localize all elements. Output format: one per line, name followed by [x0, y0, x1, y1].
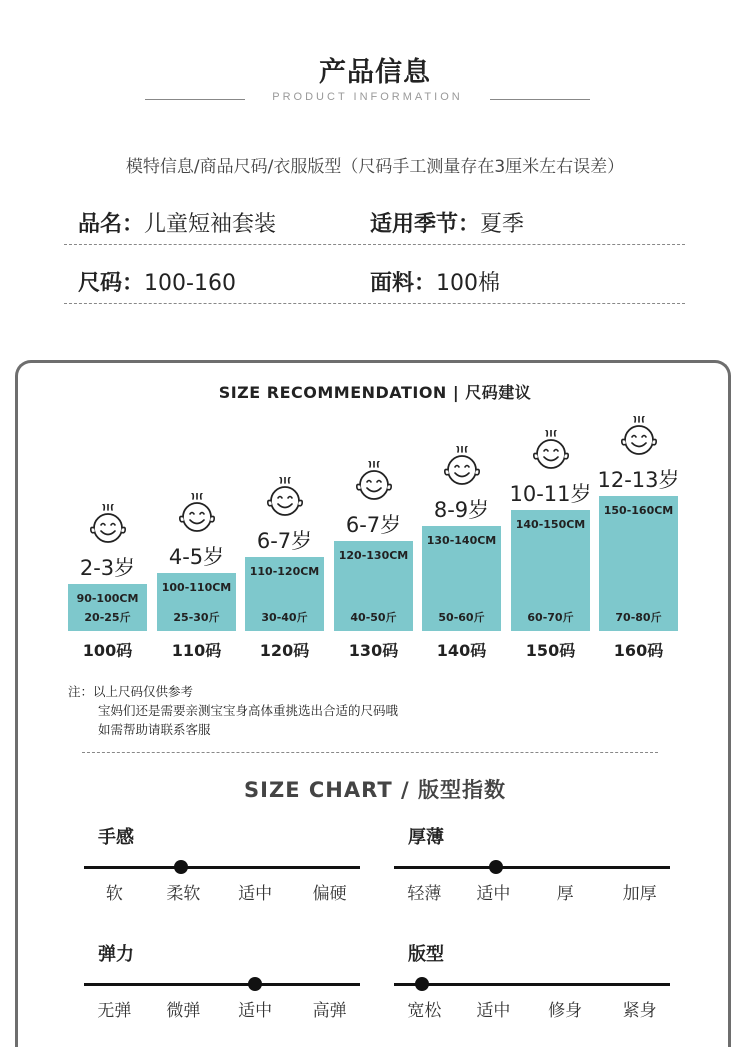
size-bar-weight-range: 25-30斤 — [173, 611, 220, 624]
size-note — [68, 682, 398, 739]
size-chart-title: SIZE CHART / 版型指数 — [244, 778, 506, 802]
slider-knob — [174, 860, 188, 874]
size-bar-height-range: 90-100CM — [76, 592, 139, 605]
divider — [82, 752, 658, 753]
size-label: 140码 — [436, 641, 487, 660]
slider-track — [394, 983, 670, 986]
kid-face-icon — [88, 504, 128, 550]
size-bar-height-range: 110-120CM — [249, 565, 320, 578]
page-title: 产品信息 — [319, 57, 431, 88]
size-label: 100码 — [82, 641, 133, 660]
size-bar — [68, 584, 147, 631]
slider-option: 紧身 — [622, 1001, 657, 1021]
slider-name: 版型 — [408, 944, 444, 965]
size-bar-weight-range: 20-25斤 — [84, 611, 131, 624]
note-line-3: 如需帮助请联系客服 — [98, 722, 211, 737]
info-fabric — [370, 266, 500, 297]
age-label: 2-3岁 — [79, 556, 136, 580]
size-bar — [422, 526, 501, 631]
page-subtitle — [145, 91, 590, 103]
size-bar-weight-range: 60-70斤 — [527, 611, 574, 624]
subtitle-block — [145, 91, 590, 107]
slider-knob — [489, 860, 503, 874]
size-label: 130码 — [348, 641, 399, 660]
slider-option: 适中 — [238, 1001, 273, 1021]
slider-knob — [415, 977, 429, 991]
info-name-key: 品名： — [78, 212, 145, 237]
note-line-1: 注：以上尺码仅供参考 — [68, 684, 194, 699]
size-bar-height-range: 120-130CM — [338, 549, 409, 562]
size-bar — [157, 573, 236, 631]
size-bar-weight-range: 70-80斤 — [615, 611, 662, 624]
note-line-2: 宝妈们还是需要亲测宝宝身高体重挑选出合适的尺码哦 — [98, 703, 399, 718]
info-fabric-key: 面料： — [370, 271, 437, 296]
size-label: 120码 — [259, 641, 310, 660]
size-bar-weight-range: 50-60斤 — [438, 611, 485, 624]
slider-name: 厚薄 — [408, 827, 444, 848]
age-label: 8-9岁 — [433, 498, 490, 522]
age-label: 6-7岁 — [345, 513, 402, 537]
size-label: 160码 — [613, 641, 664, 660]
slider-option: 软 — [105, 884, 123, 904]
age-label: 4-5岁 — [168, 545, 225, 569]
kid-face-icon — [177, 493, 217, 539]
kid-face-icon — [442, 446, 482, 492]
slider-option: 修身 — [548, 1001, 583, 1021]
size-bar-weight-range: 30-40斤 — [261, 611, 308, 624]
slider-option: 偏硬 — [312, 884, 347, 904]
slider-option: 宽松 — [407, 1001, 442, 1021]
kid-face-icon — [619, 416, 659, 462]
info-name — [78, 207, 276, 238]
slider-option: 无弹 — [97, 1001, 132, 1021]
model-info-text: 模特信息/商品尺码/衣服版型（尺码手工测量存在3厘米左右误差） — [125, 157, 625, 177]
slider-option: 轻薄 — [407, 884, 442, 904]
size-bar — [599, 496, 678, 631]
age-label: 12-13岁 — [597, 468, 680, 492]
slider-option: 适中 — [476, 884, 511, 904]
slider-option: 柔软 — [166, 884, 201, 904]
page-subtitle-text: PRODUCT INFORMATION — [268, 91, 466, 103]
slider-track — [84, 866, 360, 869]
info-season-key: 适用季节： — [370, 212, 481, 237]
slider-option: 适中 — [476, 1001, 511, 1021]
size-bar-height-range: 140-150CM — [515, 518, 586, 531]
slider-option: 微弹 — [166, 1001, 201, 1021]
size-bar-weight-range: 40-50斤 — [350, 611, 397, 624]
age-label: 6-7岁 — [256, 529, 313, 553]
slider-option: 高弹 — [312, 1001, 347, 1021]
slider-track — [394, 866, 670, 869]
info-size-value: 100-160 — [144, 271, 236, 296]
info-row-1 — [64, 195, 685, 245]
slider-name: 手感 — [98, 827, 134, 848]
size-bar — [245, 557, 324, 631]
info-size-key: 尺码： — [78, 271, 145, 296]
size-label: 110码 — [171, 641, 222, 660]
kid-face-icon — [354, 461, 394, 507]
slider-option: 厚 — [556, 884, 574, 904]
recommendation-title: SIZE RECOMMENDATION | 尺码建议 — [218, 383, 532, 402]
size-label: 150码 — [525, 641, 576, 660]
size-bar-height-range: 130-140CM — [426, 534, 497, 547]
slider-track — [84, 983, 360, 986]
kid-face-icon — [265, 477, 305, 523]
info-season-value: 夏季 — [480, 212, 525, 237]
size-bar — [511, 510, 590, 631]
size-bar-height-range: 100-110CM — [161, 581, 232, 594]
size-bar — [334, 541, 413, 631]
slider-option: 适中 — [238, 884, 273, 904]
info-fabric-value: 100棉 — [436, 271, 501, 296]
info-size — [78, 266, 236, 297]
slider-knob — [248, 977, 262, 991]
info-season — [370, 207, 524, 238]
kid-face-icon — [531, 430, 571, 476]
size-bar-height-range: 150-160CM — [603, 504, 674, 517]
info-row-2 — [64, 254, 685, 304]
info-name-value: 儿童短袖套装 — [144, 212, 277, 237]
slider-option: 加厚 — [622, 884, 657, 904]
slider-name: 弹力 — [98, 944, 134, 965]
age-label: 10-11岁 — [509, 482, 592, 506]
